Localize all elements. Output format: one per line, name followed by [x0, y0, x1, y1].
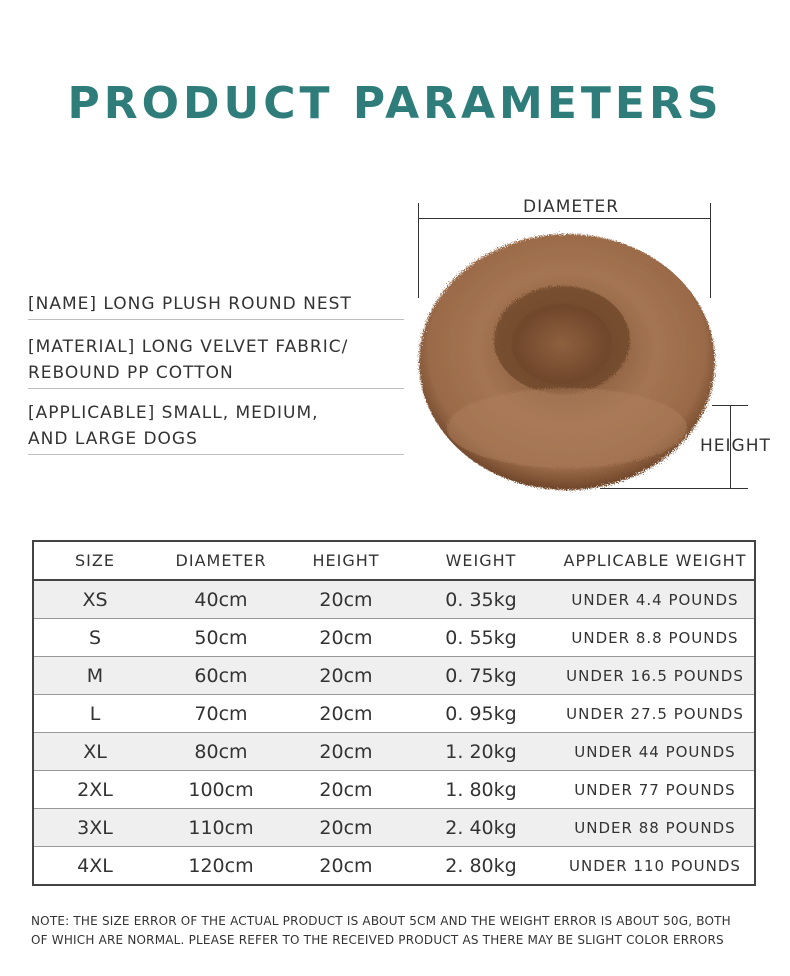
cell-weight: 0. 35kg [406, 580, 556, 619]
cell-applicable-weight: UNDER 44 POUNDS [556, 733, 755, 771]
cell-size: S [33, 619, 156, 657]
cell-weight: 0. 75kg [406, 657, 556, 695]
footnote-line2: OF WHICH ARE NORMAL. PLEASE REFER TO THE RECEIVED PRODUCT AS THERE MAY BE SLIGHT COLOR ERRORS [31, 933, 724, 947]
cell-diameter: 70cm [156, 695, 286, 733]
diameter-label: DIAMETER [523, 197, 620, 217]
cell-size: XS [33, 580, 156, 619]
cell-height: 20cm [286, 657, 406, 695]
header-height: HEIGHT [286, 541, 406, 580]
cell-applicable-weight: UNDER 77 POUNDS [556, 771, 755, 809]
cell-applicable-weight: UNDER 16.5 POUNDS [556, 657, 755, 695]
cell-diameter: 80cm [156, 733, 286, 771]
table-row [33, 695, 755, 733]
height-label: HEIGHT [700, 436, 771, 456]
cell-diameter: 60cm [156, 657, 286, 695]
cell-weight: 0. 95kg [406, 695, 556, 733]
header-applicable-weight: APPLICABLE WEIGHT [556, 541, 755, 580]
cell-height: 20cm [286, 733, 406, 771]
spec-applicable-line2: AND LARGE DOGS [28, 429, 198, 449]
cell-applicable-weight: UNDER 4.4 POUNDS [556, 580, 755, 619]
cell-weight: 2. 80kg [406, 847, 556, 886]
bed-front-rim [447, 388, 687, 468]
cell-diameter: 100cm [156, 771, 286, 809]
cell-diameter: 110cm [156, 809, 286, 847]
footnote [31, 912, 766, 950]
diameter-line [418, 218, 711, 219]
cell-applicable-weight: UNDER 8.8 POUNDS [556, 619, 755, 657]
cell-size: XL [33, 733, 156, 771]
cell-diameter: 40cm [156, 580, 286, 619]
spec-name-text: [NAME] LONG PLUSH ROUND NEST [28, 294, 352, 314]
cell-size: L [33, 695, 156, 733]
cell-height: 20cm [286, 847, 406, 886]
plush-bed-image [412, 228, 722, 498]
cell-weight: 0. 55kg [406, 619, 556, 657]
spec-material-line2: REBOUND PP COTTON [28, 363, 234, 383]
footnote-line1: NOTE: THE SIZE ERROR OF THE ACTUAL PRODUCT IS ABOUT 5CM AND THE WEIGHT ERROR IS ABOUT 50G, BOTH [31, 914, 731, 928]
cell-diameter: 120cm [156, 847, 286, 886]
bed-cushion [512, 304, 612, 384]
header-size: SIZE [33, 541, 156, 580]
cell-size: M [33, 657, 156, 695]
table-row [33, 619, 755, 657]
spec-name [28, 291, 404, 320]
cell-height: 20cm [286, 809, 406, 847]
table-row [33, 771, 755, 809]
header-diameter: DIAMETER [156, 541, 286, 580]
cell-applicable-weight: UNDER 110 POUNDS [556, 847, 755, 886]
cell-weight: 1. 80kg [406, 771, 556, 809]
spec-applicable-line1: [APPLICABLE] SMALL, MEDIUM, [28, 403, 319, 423]
cell-size: 3XL [33, 809, 156, 847]
header-weight: WEIGHT [406, 541, 556, 580]
size-table [32, 540, 756, 886]
spec-applicable [28, 400, 404, 455]
cell-size: 2XL [33, 771, 156, 809]
cell-weight: 2. 40kg [406, 809, 556, 847]
spec-material [28, 334, 404, 389]
cell-weight: 1. 20kg [406, 733, 556, 771]
table-row [33, 657, 755, 695]
cell-applicable-weight: UNDER 88 POUNDS [556, 809, 755, 847]
spec-material-line1: [MATERIAL] LONG VELVET FABRIC/ [28, 337, 349, 357]
page-title: PRODUCT PARAMETERS [67, 78, 723, 129]
table-row [33, 809, 755, 847]
cell-height: 20cm [286, 580, 406, 619]
cell-diameter: 50cm [156, 619, 286, 657]
table-header-row [33, 541, 755, 580]
cell-applicable-weight: UNDER 27.5 POUNDS [556, 695, 755, 733]
cell-size: 4XL [33, 847, 156, 886]
cell-height: 20cm [286, 771, 406, 809]
table-row [33, 733, 755, 771]
cell-height: 20cm [286, 619, 406, 657]
cell-height: 20cm [286, 695, 406, 733]
table-row [33, 847, 755, 886]
table-row [33, 580, 755, 619]
